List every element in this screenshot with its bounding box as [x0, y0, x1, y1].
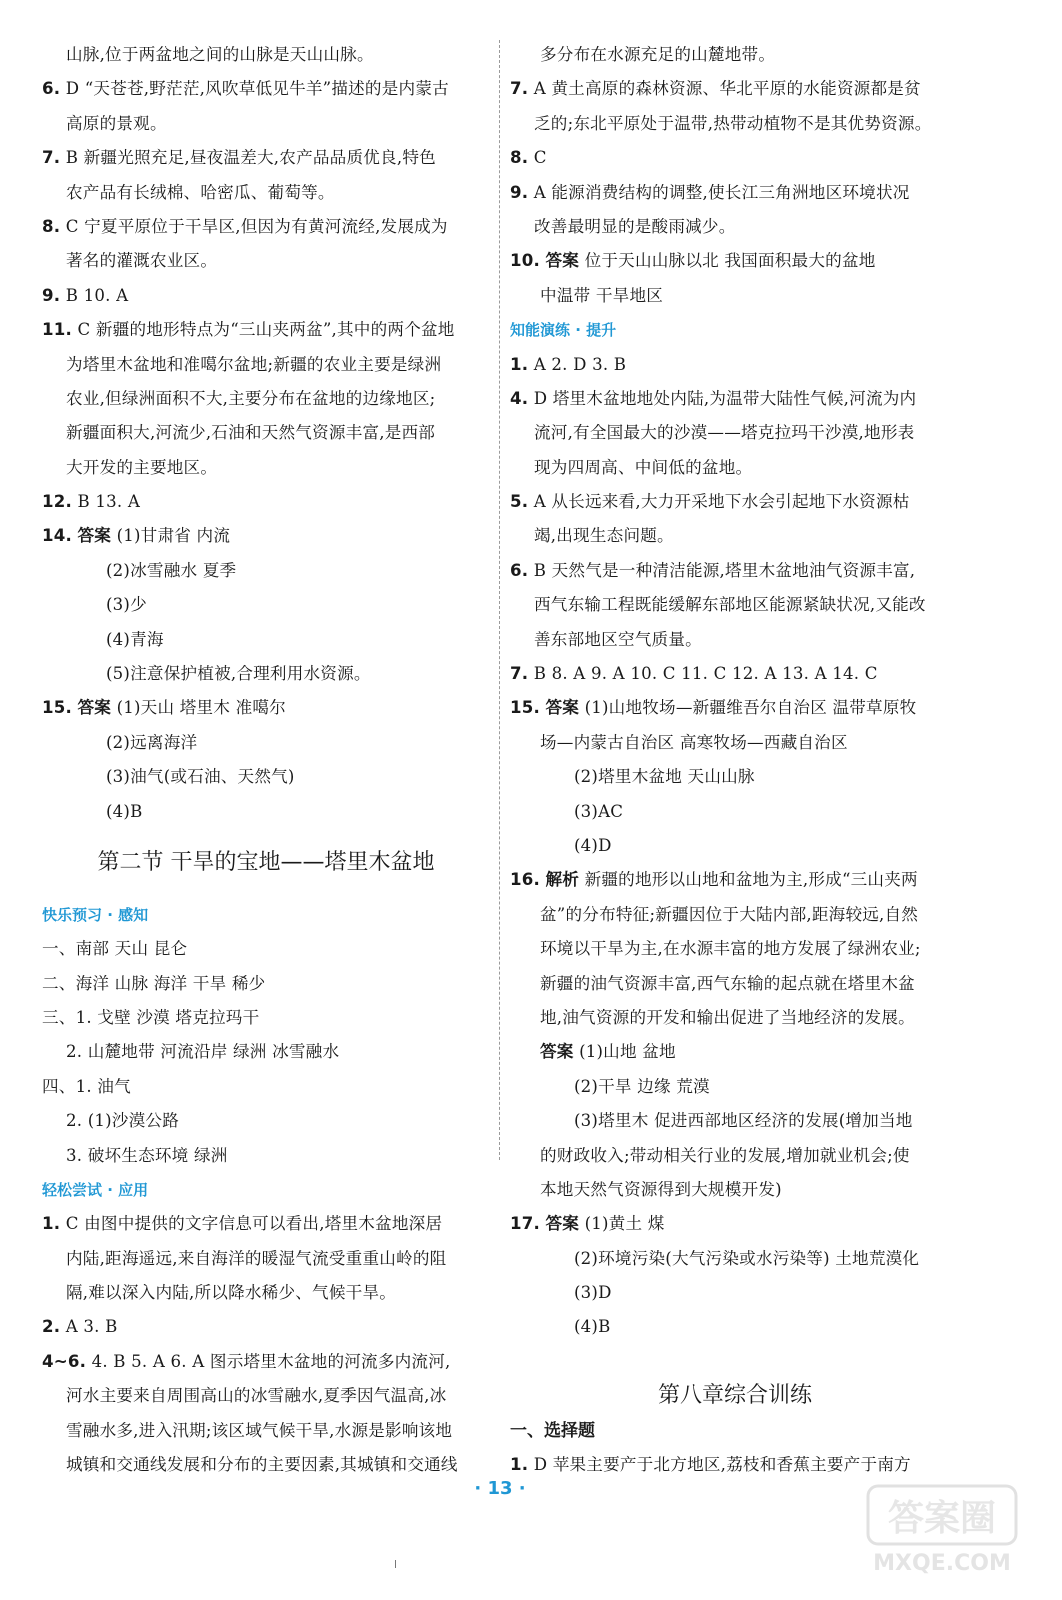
text-line: 高原的景观。	[66, 113, 167, 133]
text-line: 农业,但绿洲面积不大,主要分布在盆地的边缘地区;	[66, 388, 436, 408]
item-number: 15.	[510, 698, 540, 718]
item-number: 9.	[510, 182, 529, 202]
item-text: C 宁夏平原位于干旱区,但因为有黄河流经,发展成为	[65, 216, 448, 236]
item-number: 1.	[510, 1455, 529, 1475]
item-text: B 10. A	[65, 285, 129, 305]
answer-item	[510, 657, 960, 691]
item-number: 6.	[510, 560, 529, 580]
text-line: (3)塔里木 促进西部地区经济的发展(增加当地	[574, 1111, 913, 1131]
item-number: 8.	[510, 148, 529, 168]
text-line: 西气东输工程既能缓解东部地区能源紧缺状况,又能改	[534, 595, 926, 615]
item-text: (1)甘肃省 内流	[116, 526, 231, 546]
text-line: (2)远离海洋	[106, 732, 198, 752]
text-line: (2)干旱 边缘 荒漠	[574, 1076, 710, 1096]
text-line: 二、海洋 山脉 海洋 干旱 稀少	[42, 973, 266, 993]
text-line: (3)AC	[574, 801, 624, 821]
text-line: 场—内蒙古自治区 高寒牧场—西藏自治区	[540, 732, 848, 752]
watermark-top-text: 答案圈	[887, 1498, 997, 1539]
item-number: 1.	[42, 1214, 61, 1234]
item-text: B 天然气是一种清洁能源,塔里木盆地油气资源丰富,	[533, 560, 916, 580]
answer-key-item	[42, 691, 490, 725]
text-line: 流河,有全国最大的沙漠——塔克拉玛干沙漠,地形表	[534, 423, 915, 443]
answer-tag: 答案	[545, 1214, 580, 1234]
answer-item	[510, 382, 960, 416]
item-number: 11.	[42, 320, 72, 340]
text-line: 山脉,位于两盆地之间的山脉是天山山脉。	[66, 45, 374, 64]
answer-item	[510, 141, 960, 175]
text-line: 一、南部 天山 昆仑	[42, 939, 188, 959]
item-text: C	[533, 148, 547, 168]
answer-tag: 答案	[77, 698, 112, 718]
item-number: 7.	[42, 148, 61, 168]
text-line: 城镇和交通线发展和分布的主要因素,其城镇和交通线	[66, 1455, 458, 1475]
item-number: 15.	[42, 698, 72, 718]
answer-tag: 答案	[545, 698, 580, 718]
subsection-label: 知能演练 · 提升	[510, 321, 617, 340]
answer-tag: 答案	[540, 1042, 574, 1062]
answer-item	[510, 348, 960, 382]
item-text: A 3. B	[65, 1317, 118, 1337]
item-text: (1)山地牧场—新疆维吾尔自治区 温带草原牧	[584, 698, 917, 718]
text-line: (3)油气(或石油、天然气)	[106, 767, 295, 787]
text-line: 隔,难以深入内陆,所以降水稀少、气候干旱。	[66, 1283, 397, 1303]
item-number: 7.	[510, 664, 529, 684]
section-heading: 第二节 干旱的宝地——塔里木盆地	[97, 849, 435, 875]
text-line: 改善最明显的是酸雨减少。	[534, 216, 736, 236]
item-text: A 黄土高原的森林资源、华北平原的水能资源都是贫	[533, 79, 921, 99]
text-line: 河水主要来自周围高山的冰雪融水,夏季因气温高,冰	[66, 1386, 447, 1406]
item-text: (1)山地 盆地	[579, 1042, 676, 1062]
text-line: 地,油气资源的开发和输出促进了当地经济的发展。	[540, 1007, 915, 1027]
answer-item	[510, 72, 960, 106]
watermark-bottom-text: MXQE.COM	[873, 1551, 1011, 1576]
text-line: 著名的灌溉农业区。	[66, 251, 218, 271]
item-text: 4. B 5. A 6. A 图示塔里木盆地的河流多内流河,	[91, 1351, 451, 1371]
answer-item	[42, 141, 490, 175]
text-line: 的财政收入;带动相关行业的发展,增加就业机会;使	[540, 1145, 910, 1165]
subsection-label: 一、选择题	[510, 1420, 595, 1441]
text-line: (4)B	[574, 1317, 611, 1337]
text-line: 中温带 干旱地区	[540, 285, 664, 305]
item-number: 17.	[510, 1214, 540, 1234]
item-text: (1)黄土 煤	[584, 1214, 665, 1234]
item-number: 8.	[42, 216, 61, 236]
answer-key-item	[42, 519, 490, 553]
answer-key-item	[510, 244, 960, 278]
answer-item	[42, 1310, 490, 1344]
item-text: D 塔里木盆地地处内陆,为温带大陆性气候,河流为内	[533, 388, 917, 408]
text-line: 农产品有长绒棉、哈密瓜、葡萄等。	[66, 182, 335, 202]
text-line: 本地天然气资源得到大规模开发)	[540, 1179, 782, 1199]
answer-item	[42, 313, 490, 347]
item-text: D “天苍苍,野茫茫,风吹草低见牛羊”描述的是内蒙古	[65, 79, 449, 99]
text-line: 竭,出现生态问题。	[534, 526, 674, 546]
item-number: 12.	[42, 492, 72, 512]
item-text: A 从长远来看,大力开采地下水会引起地下水资源枯	[533, 492, 910, 512]
subsection-label: 快乐预习 · 感知	[42, 905, 149, 924]
item-number: 9.	[42, 285, 61, 305]
answer-item	[42, 485, 490, 519]
text-line: (2)冰雪融水 夏季	[106, 560, 237, 580]
answer-item	[42, 210, 490, 244]
item-number: 6.	[42, 79, 61, 99]
item-text: (1)天山 塔里木 准噶尔	[116, 698, 286, 718]
column-divider	[499, 40, 500, 1160]
right-column	[510, 38, 960, 1482]
item-text: A 能源消费结构的调整,使长江三角洲地区环境状况	[533, 182, 910, 202]
answer-key-item	[510, 863, 960, 897]
text-line: 雪融水多,进入汛期;该区域气候干旱,水源是影响该地	[66, 1420, 453, 1440]
text-line: 内陆,距海遥远,来自海洋的暖湿气流受重重山岭的阻	[66, 1248, 447, 1268]
text-line: 四、1. 油气	[42, 1076, 131, 1096]
answer-key-item	[510, 1035, 960, 1069]
item-number: 10.	[510, 251, 540, 271]
item-number: 7.	[510, 79, 529, 99]
item-text: C 新疆的地形特点为“三山夹两盆”,其中的两个盆地	[77, 320, 455, 340]
item-text: D 苹果主要产于北方地区,荔枝和香蕉主要产于南方	[533, 1455, 911, 1475]
section-heading: 第八章综合训练	[657, 1383, 812, 1409]
watermark-logo	[862, 1480, 1022, 1580]
text-line: 环境以干旱为主,在水源丰富的地方发展了绿洲农业;	[540, 939, 921, 959]
text-line: 乏的;东北平原处于温带,热带动植物不是其优势资源。	[534, 113, 932, 133]
item-number: 14.	[42, 526, 72, 546]
text-line: 新疆的油气资源丰富,西气东输的起点就在塔里木盆	[540, 973, 915, 993]
answer-item	[42, 72, 490, 106]
text-line: 新疆面积大,河流少,石油和天然气资源丰富,是西部	[66, 423, 436, 443]
answer-item	[42, 1207, 490, 1241]
text-line: 大开发的主要地区。	[66, 457, 218, 477]
answer-tag: 答案	[545, 251, 580, 271]
item-number: 16.	[510, 870, 540, 890]
answer-item	[42, 1345, 490, 1379]
item-number: 5.	[510, 492, 529, 512]
text-line: 2. 山麓地带 河流沿岸 绿洲 冰雪融水	[66, 1042, 340, 1062]
item-number: 2.	[42, 1317, 61, 1337]
text-line: (5)注意保护植被,合理利用水资源。	[106, 664, 371, 684]
text-line: (4)B	[106, 801, 143, 821]
answer-key-item	[510, 1207, 960, 1241]
text-line: 2. (1)沙漠公路	[66, 1111, 179, 1131]
spacer	[510, 1345, 960, 1379]
answer-tag: 答案	[77, 526, 112, 546]
text-line: (4)青海	[106, 629, 164, 649]
item-number: 4~6.	[42, 1351, 87, 1371]
item-text: C 由图中提供的文字信息可以看出,塔里木盆地深居	[65, 1214, 443, 1234]
text-line: (2)塔里木盆地 天山山脉	[574, 767, 755, 787]
text-line: (2)环境污染(大气污染或水污染等) 土地荒漠化	[574, 1248, 920, 1268]
item-text: B 新疆光照充足,昼夜温差大,农产品品质优良,特色	[65, 148, 436, 168]
margin-tick	[395, 1560, 396, 1568]
subsection-label: 轻松尝试 · 应用	[42, 1180, 149, 1199]
answer-item	[42, 279, 490, 313]
item-text: A 2. D 3. B	[533, 354, 627, 374]
answer-key-item	[510, 691, 960, 725]
text-line: 善东部地区空气质量。	[534, 629, 702, 649]
text-line: 现为四周高、中间低的盆地。	[534, 457, 753, 477]
text-line: 多分布在水源充足的山麓地带。	[540, 45, 776, 64]
answer-item	[510, 176, 960, 210]
answer-item	[510, 485, 960, 519]
text-line: 三、1. 戈壁 沙漠 塔克拉玛干	[42, 1007, 260, 1027]
text-line: (3)D	[574, 1283, 612, 1303]
text-line: 3. 破坏生态环境 绿洲	[66, 1145, 228, 1165]
answer-item	[510, 554, 960, 588]
text-line: (4)D	[574, 835, 612, 855]
text-line: 盆”的分布特征;新疆因位于大陆内部,距海较远,自然	[540, 904, 919, 924]
item-text: 新疆的地形以山地和盆地为主,形成“三山夹两	[584, 870, 918, 890]
answer-tag: 解析	[545, 870, 580, 890]
item-number: 4.	[510, 388, 529, 408]
text-line: (3)少	[106, 595, 147, 615]
item-text: B 13. A	[77, 492, 141, 512]
text-line: 为塔里木盆地和准噶尔盆地;新疆的农业主要是绿洲	[66, 354, 442, 374]
item-text: 位于天山山脉以北 我国面积最大的盆地	[584, 251, 876, 271]
page-number: · 13 ·	[474, 1478, 526, 1499]
item-number: 1.	[510, 354, 529, 374]
left-column	[42, 38, 490, 1482]
item-text: B 8. A 9. A 10. C 11. C 12. A 13. A 14. C	[533, 664, 878, 684]
